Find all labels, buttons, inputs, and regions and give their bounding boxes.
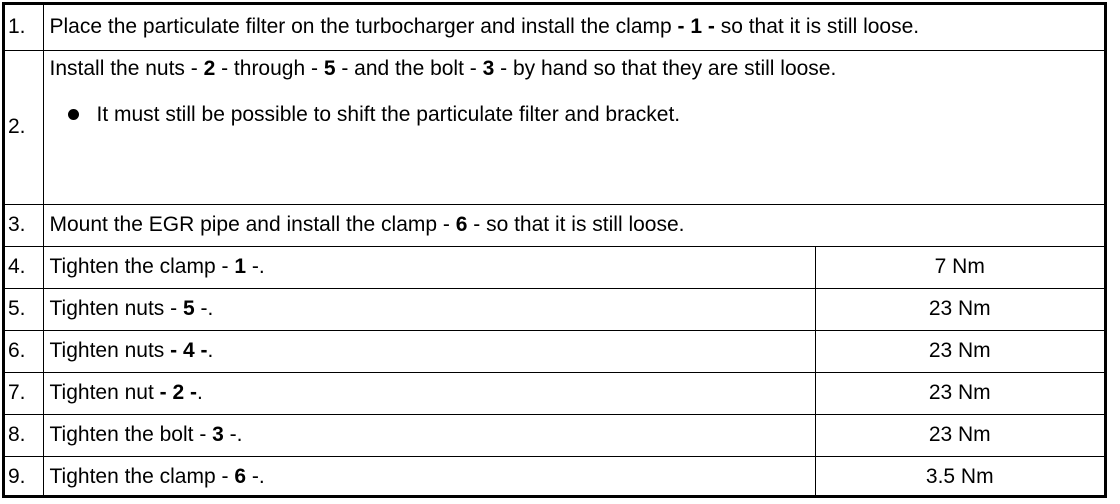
instruction-text: . bbox=[207, 339, 214, 362]
instruction-text: Install the nuts - bbox=[49, 56, 204, 80]
instruction-text: Tighten the bolt - bbox=[49, 423, 213, 446]
step-number: 8. bbox=[5, 414, 43, 456]
torque-value: 23 Nm bbox=[815, 330, 1104, 372]
instruction-text: Tighten nuts - bbox=[49, 297, 183, 320]
item-callout: 3 bbox=[482, 56, 495, 80]
instruction-text: Tighten nut bbox=[49, 381, 160, 404]
table-row bbox=[5, 246, 1104, 288]
step-instruction bbox=[43, 288, 815, 330]
instruction-text: -. bbox=[194, 297, 214, 320]
item-callout: 1 bbox=[234, 255, 246, 278]
item-callout: 3 bbox=[212, 423, 224, 446]
instruction-text: - so that it is still loose. bbox=[467, 213, 685, 236]
table-row bbox=[5, 414, 1104, 456]
instruction-text: so that it is still loose. bbox=[714, 15, 920, 39]
step-instruction bbox=[43, 5, 1104, 50]
step-number: 6. bbox=[5, 330, 43, 372]
step-number: 7. bbox=[5, 372, 43, 414]
step-instruction bbox=[43, 414, 815, 456]
step-instruction bbox=[43, 50, 1104, 204]
step-instruction bbox=[43, 372, 815, 414]
table-row bbox=[5, 288, 1104, 330]
item-callout: 5 bbox=[323, 56, 336, 80]
step-number: 2. bbox=[5, 50, 43, 204]
instruction-text: Tighten nuts bbox=[49, 339, 171, 362]
instruction-text: Mount the EGR pipe and install the clamp - bbox=[49, 213, 456, 236]
step-instruction bbox=[43, 330, 815, 372]
step-number: 9. bbox=[5, 456, 43, 498]
table-row bbox=[5, 204, 1104, 246]
instruction-text: -. bbox=[223, 423, 243, 446]
item-callout: 6 bbox=[234, 465, 246, 489]
table-row bbox=[5, 372, 1104, 414]
torque-value: 23 Nm bbox=[815, 414, 1104, 456]
torque-value: 23 Nm bbox=[815, 288, 1104, 330]
instruction-text: . bbox=[196, 381, 203, 404]
table-row bbox=[5, 5, 1104, 50]
bullet-icon bbox=[68, 109, 79, 120]
step-number: 1. bbox=[5, 5, 43, 50]
note-bullet-item bbox=[68, 103, 1099, 127]
instruction-text: - by hand so that they are still loose. bbox=[494, 56, 837, 80]
instruction-text: Tighten the clamp - bbox=[49, 465, 235, 489]
torque-value: 3.5 Nm bbox=[815, 456, 1104, 498]
item-callout: 6 bbox=[455, 213, 468, 236]
torque-value: 23 Nm bbox=[815, 372, 1104, 414]
item-callout: 5 bbox=[182, 297, 195, 320]
step-number: 5. bbox=[5, 288, 43, 330]
instruction-text: Tighten the clamp - bbox=[49, 255, 235, 278]
item-callout: 2 bbox=[203, 56, 216, 80]
table-row bbox=[5, 50, 1104, 204]
step-instruction bbox=[43, 204, 1104, 246]
instruction-text: - and the bolt - bbox=[335, 56, 483, 80]
item-callout: - 4 - bbox=[170, 339, 208, 362]
item-callout: - 1 - bbox=[677, 15, 715, 39]
procedure-table bbox=[5, 5, 1104, 498]
table-row bbox=[5, 456, 1104, 498]
step-instruction bbox=[43, 246, 815, 288]
step-number: 3. bbox=[5, 204, 43, 246]
item-callout: - 2 - bbox=[159, 381, 197, 404]
instruction-text: -. bbox=[246, 465, 265, 489]
instruction-text: Place the particulate filter on the turbocharger and install the clamp bbox=[49, 15, 678, 39]
instruction-text: - through - bbox=[215, 56, 324, 80]
torque-value: 7 Nm bbox=[815, 246, 1104, 288]
instruction-text: -. bbox=[246, 255, 265, 278]
note-text: It must still be possible to shift the particulate filter and bracket. bbox=[96, 102, 681, 126]
table-row bbox=[5, 330, 1104, 372]
step-instruction bbox=[43, 456, 815, 498]
procedure-table-frame bbox=[2, 2, 1107, 498]
step-number: 4. bbox=[5, 246, 43, 288]
